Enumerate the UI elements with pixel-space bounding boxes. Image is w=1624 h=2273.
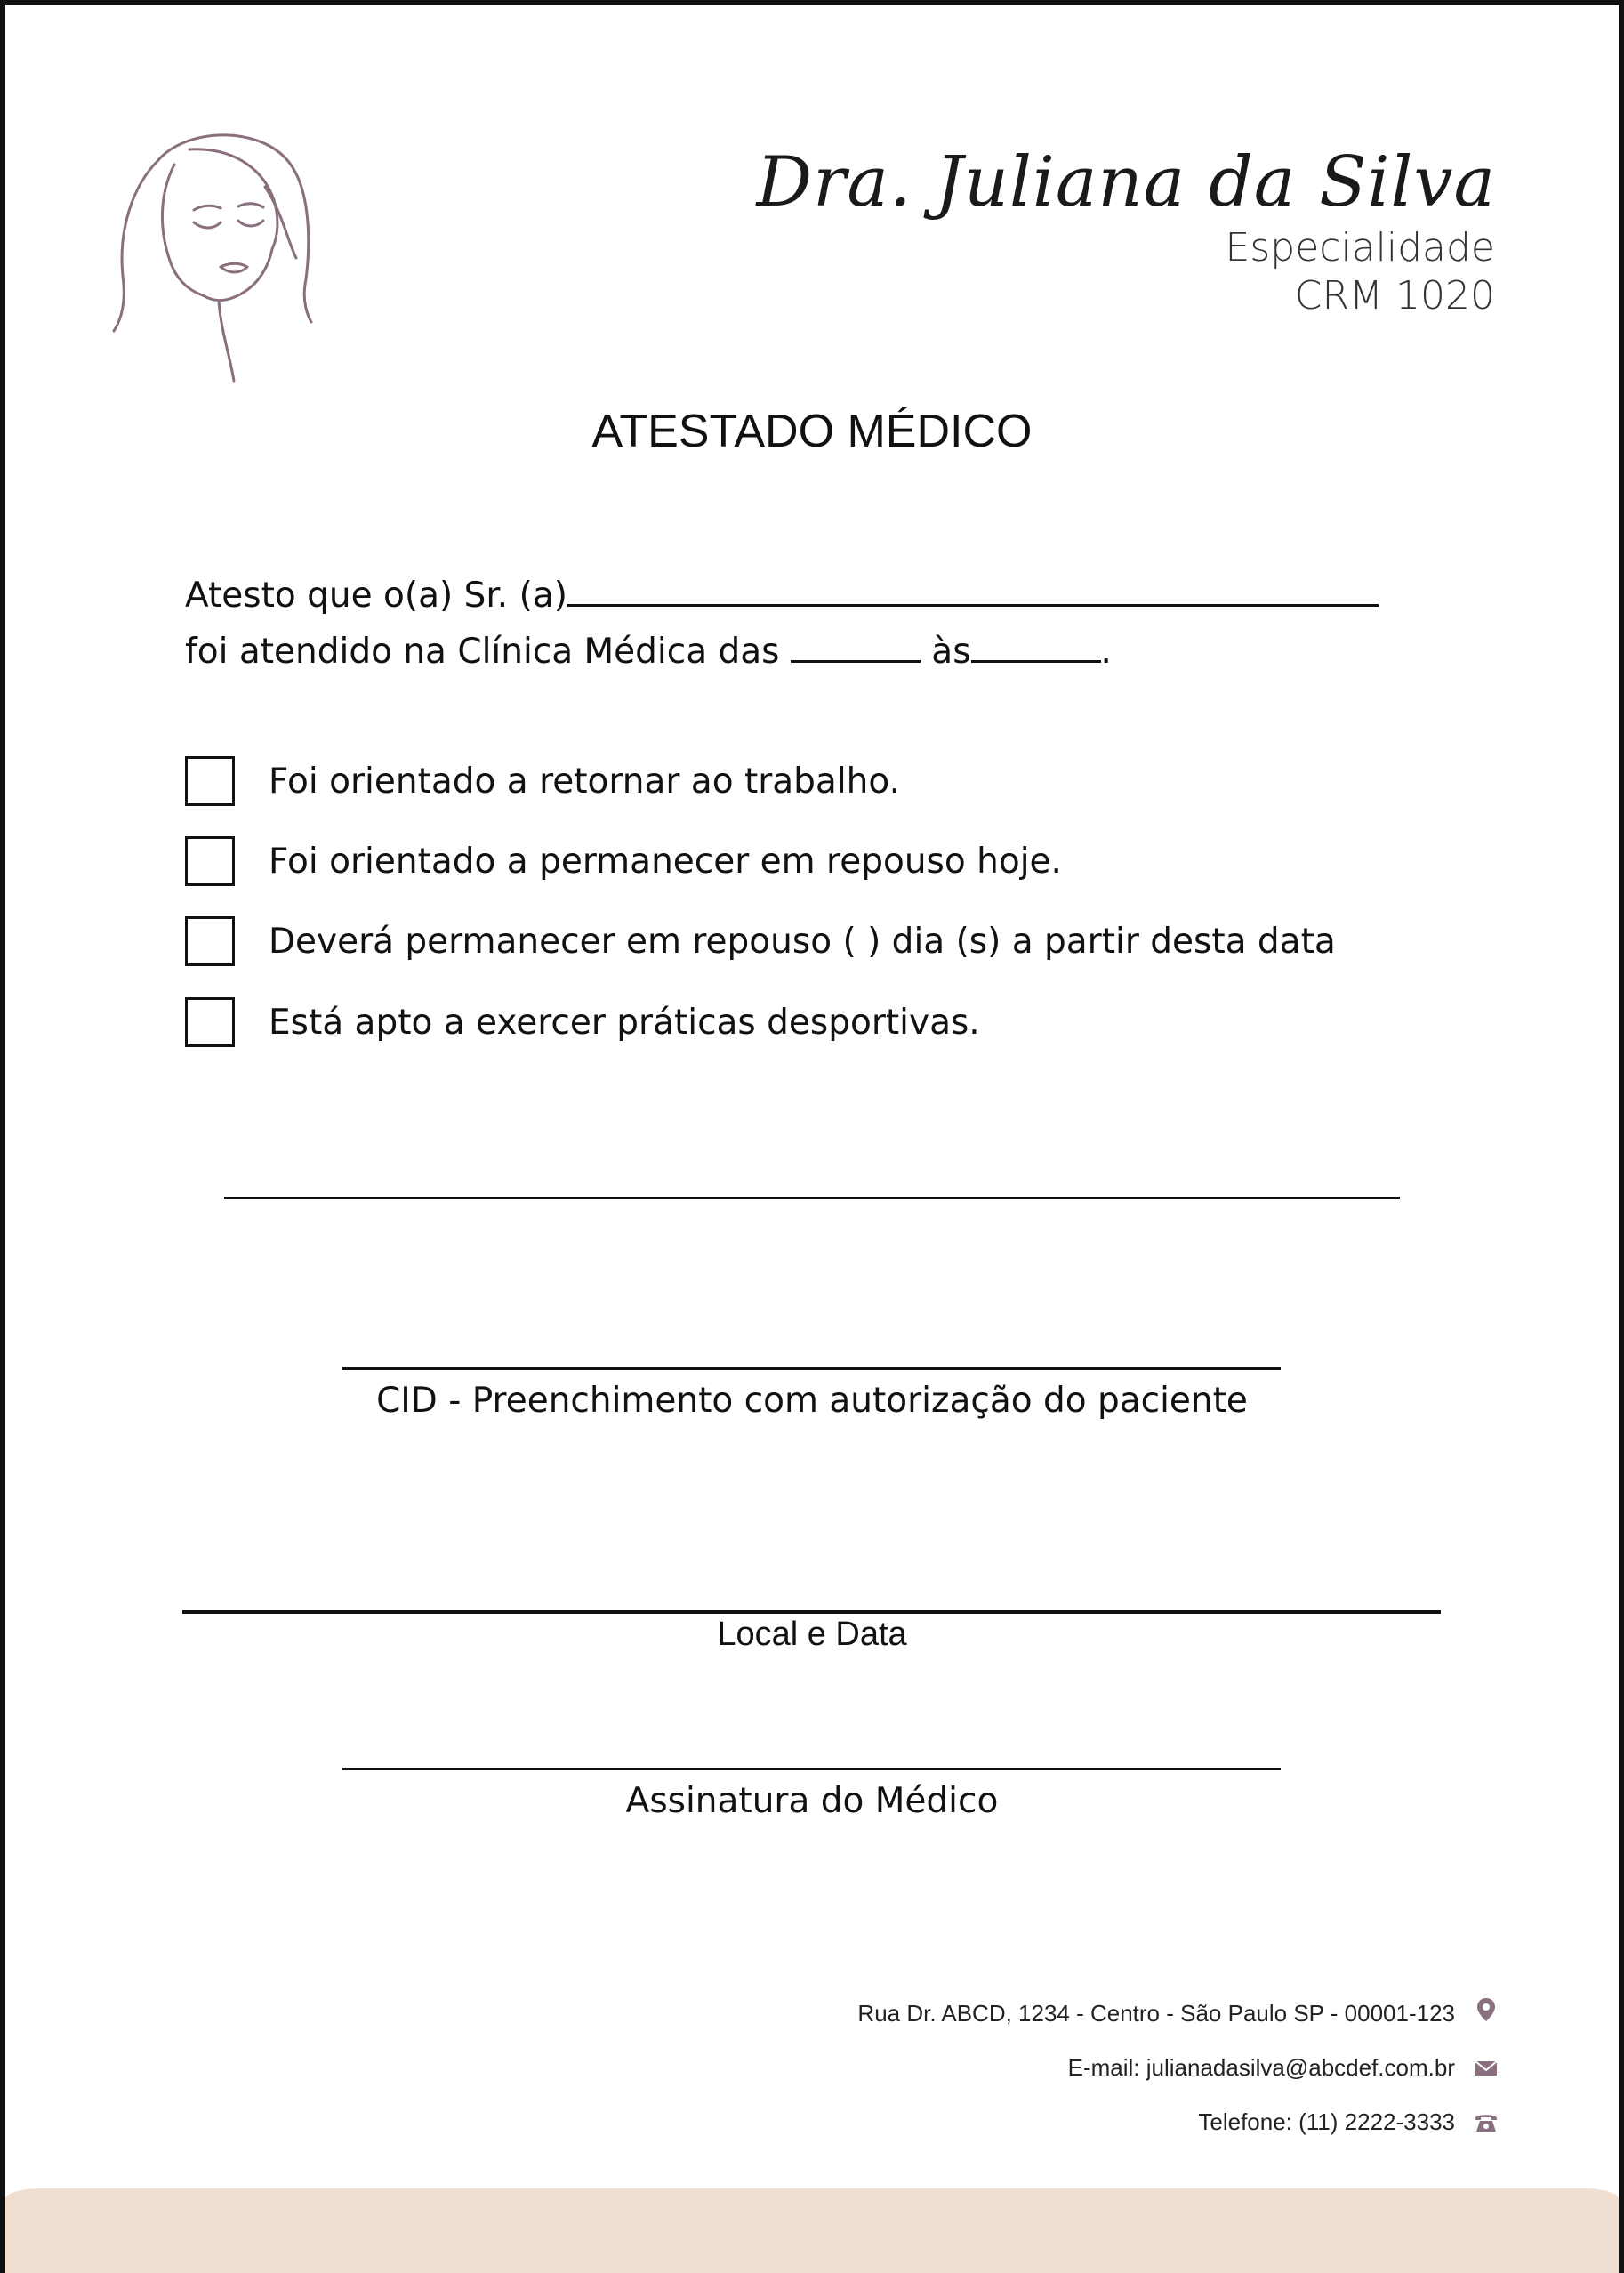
time-line	[185, 630, 1112, 672]
time-line-end: .	[1100, 632, 1112, 672]
notes-line[interactable]	[224, 1197, 1400, 1199]
signature-caption: Assinatura do Médico	[625, 1781, 999, 1821]
checklist-item[interactable]	[185, 913, 1336, 970]
time-line-label: foi atendido na Clínica Médica das	[185, 632, 780, 672]
patient-line	[185, 574, 1379, 616]
address-text: Rua Dr. ABCD, 1234 - Centro - São Paulo SP - 00001-123	[857, 2000, 1455, 2027]
email-text: E-mail: julianadasilva@abcdef.com.br	[1067, 2054, 1455, 2081]
document-title: ATESTADO MÉDICO	[591, 406, 1033, 457]
end-time-field[interactable]	[971, 630, 1101, 663]
checkbox[interactable]	[185, 916, 235, 966]
doctor-crm: CRM 1020	[1294, 273, 1495, 318]
envelope-icon	[1473, 2055, 1499, 2082]
checklist-item[interactable]	[185, 753, 900, 810]
patient-line-label: Atesto que o(a) Sr. (a)	[185, 576, 567, 616]
checkbox[interactable]	[185, 836, 235, 886]
patient-name-field[interactable]	[567, 574, 1379, 607]
checkbox[interactable]	[185, 997, 235, 1047]
location-pin-icon	[1473, 1996, 1499, 2023]
signature-line[interactable]	[342, 1768, 1281, 1770]
local-data-caption: Local e Data	[717, 1616, 907, 1653]
time-line-separator: às	[931, 632, 971, 672]
checklist-item[interactable]	[185, 833, 1062, 890]
cid-line[interactable]	[342, 1367, 1281, 1370]
checklist-label: Foi orientado a permanecer em repouso hoje.	[269, 841, 1062, 882]
cid-caption: CID - Preenchimento com autorização do paciente	[376, 1381, 1248, 1421]
start-time-field[interactable]	[791, 630, 921, 663]
phone-text: Telefone: (11) 2222-3333	[1198, 2108, 1455, 2135]
footer-band	[5, 2188, 1619, 2273]
local-data-line[interactable]	[182, 1610, 1441, 1614]
checklist-item[interactable]	[185, 994, 980, 1051]
telephone-icon	[1473, 2108, 1499, 2135]
checkbox[interactable]	[185, 756, 235, 806]
checklist-label: Deverá permanecer em repouso ( ) dia (s) a partir desta data	[269, 921, 1336, 962]
checklist-label: Está apto a exercer práticas desportivas.	[269, 1002, 980, 1043]
doctor-specialty: Especialidade	[1225, 225, 1495, 270]
doctor-name: Dra. Juliana da Silva	[756, 142, 1496, 222]
woman-portrait-logo-icon	[105, 125, 318, 383]
checklist-label: Foi orientado a retornar ao trabalho.	[269, 761, 900, 802]
